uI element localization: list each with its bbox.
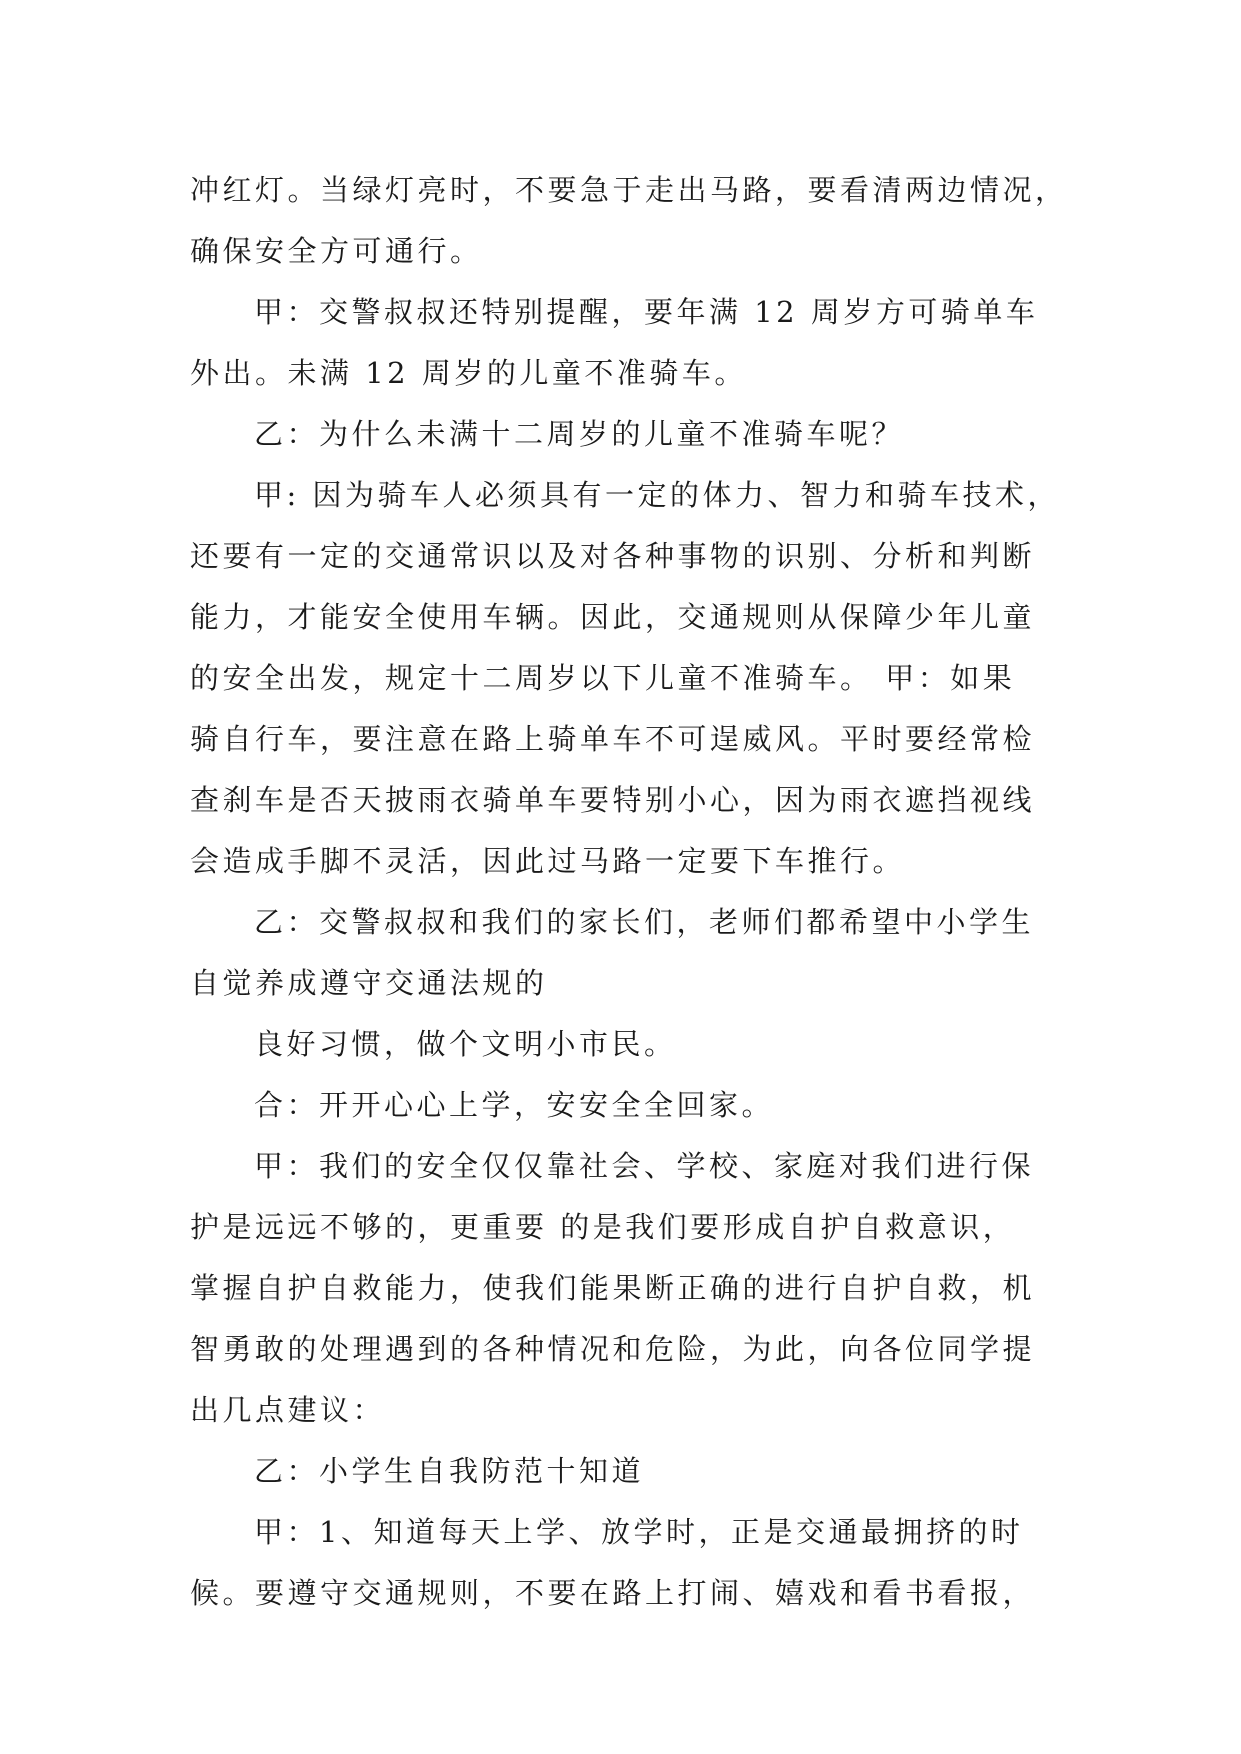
text-line: 出几点建议： — [190, 1393, 386, 1427]
text-line: 护是远远不够的，更重要 的是我们要形成自护自救意识， — [190, 1210, 1016, 1244]
text-line: 候。要遵守交通规则，不要在路上打闹、嬉戏和看书看报， — [190, 1576, 1036, 1610]
text-line: 乙：交警叔叔和我们的家长们，老师们都希望中小学生 — [254, 905, 1035, 939]
text-line: 乙：为什么未满十二周岁的儿童不准骑车呢？ — [254, 417, 905, 451]
text-line: 智勇敢的处理遇到的各种情况和危险，为此，向各位同学提 — [190, 1332, 1036, 1366]
text-line: 甲：交警叔叔还特别提醒，要年满 12 周岁方可骑单车 — [254, 295, 1039, 329]
text-line: 合：开开心心上学，安安全全回家。 — [254, 1088, 775, 1122]
text-line: 乙：小学生自我防范十知道 — [254, 1454, 645, 1488]
text-line: 会造成手脚不灵活，因此过马路一定要下车推行。 — [190, 844, 906, 878]
text-line: 还要有一定的交通常识以及对各种事物的识别、分析和判断 — [190, 539, 1036, 573]
text-line: 冲红灯。当绿灯亮时，不要急于走出马路，要看清两边情况， — [190, 173, 1068, 207]
text-line: 甲：1、知道每天上学、放学时，正是交通最拥挤的时 — [254, 1515, 1024, 1549]
text-line: 外出。未满 12 周岁的儿童不准骑车。 — [190, 356, 747, 390]
text-line: 能力，才能安全使用车辆。因此，交通规则从保障少年儿童 — [190, 600, 1036, 634]
text-line: 良好习惯，做个文明小市民。 — [254, 1027, 677, 1061]
text-line: 掌握自护自救能力，使我们能果断正确的进行自护自救，机 — [190, 1271, 1036, 1305]
text-line: 确保安全方可通行。 — [190, 234, 483, 268]
document-body — [190, 160, 1070, 1624]
text-line: 查刹车是否天披雨衣骑单车要特别小心，因为雨衣遮挡视线 — [190, 783, 1036, 817]
text-line: 的安全出发，规定十二周岁以下儿童不准骑车。 甲：如果 — [190, 661, 1016, 695]
text-line: 甲：我们的安全仅仅靠社会、学校、家庭对我们进行保 — [254, 1149, 1035, 1183]
text-line: 甲: 因为骑车人必须具有一定的体力、智力和骑车技术， — [254, 478, 1060, 512]
text-line: 自觉养成遵守交通法规的 — [190, 966, 548, 1000]
text-line: 骑自行车，要注意在路上骑单车不可逞威风。平时要经常检 — [190, 722, 1036, 756]
